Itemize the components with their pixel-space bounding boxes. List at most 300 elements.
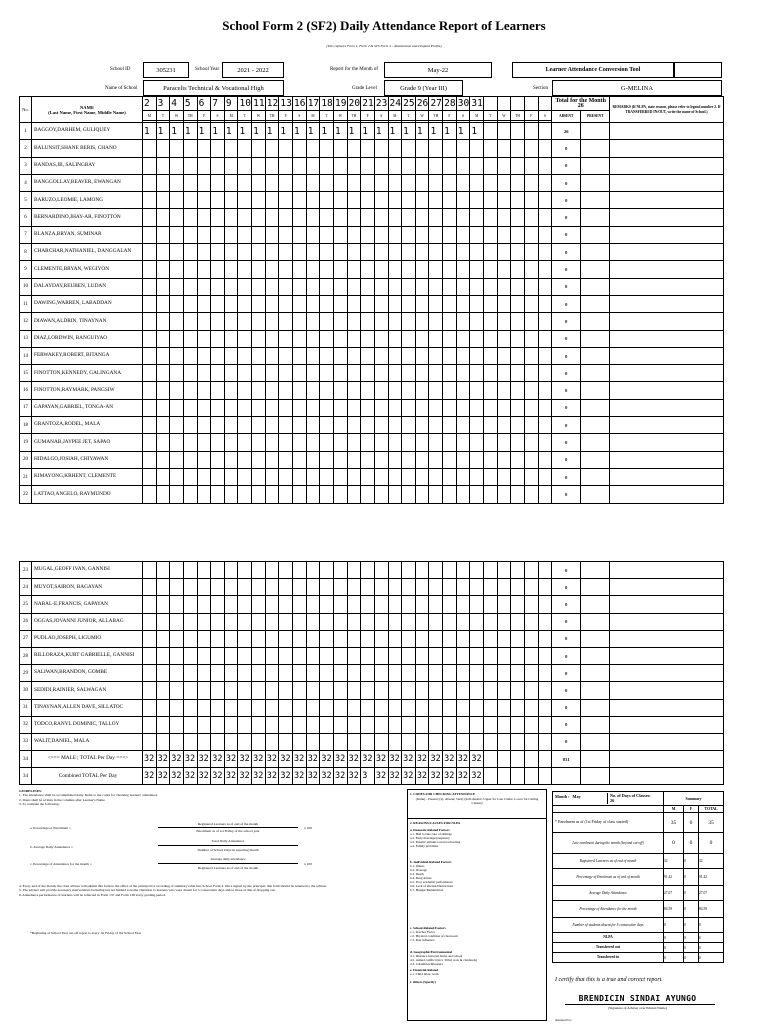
attendance-cell[interactable] [224,261,238,278]
attendance-cell[interactable] [347,468,361,485]
attendance-cell[interactable] [484,665,498,682]
attendance-cell[interactable] [293,596,307,613]
attendance-cell[interactable] [320,382,334,399]
attendance-cell[interactable] [211,579,225,596]
attendance-cell[interactable] [183,434,197,451]
attendance-cell[interactable] [320,630,334,647]
attendance-cell[interactable] [265,330,279,347]
attendance-cell[interactable] [197,295,211,312]
attendance-cell[interactable] [511,226,525,243]
attendance-cell[interactable] [429,399,443,416]
attendance-cell[interactable] [524,261,538,278]
attendance-cell[interactable] [361,630,375,647]
attendance-cell[interactable] [279,417,293,434]
attendance-cell[interactable] [443,261,457,278]
attendance-cell[interactable] [333,261,347,278]
attendance-cell[interactable] [388,434,402,451]
attendance-cell[interactable] [143,295,157,312]
attendance-cell[interactable] [524,123,538,140]
attendance-cell[interactable] [320,613,334,630]
attendance-cell[interactable] [211,716,225,733]
attendance-cell[interactable] [170,562,184,579]
attendance-cell[interactable] [293,579,307,596]
attendance-cell[interactable] [156,716,170,733]
attendance-cell[interactable] [429,330,443,347]
attendance-cell[interactable] [347,562,361,579]
remarks-cell[interactable] [610,665,724,682]
attendance-cell[interactable] [443,347,457,364]
attendance-cell[interactable] [306,347,320,364]
attendance-cell[interactable] [183,244,197,261]
attendance-cell[interactable] [524,647,538,664]
attendance-cell[interactable] [211,278,225,295]
attendance-mark[interactable]: 1 [279,123,293,140]
attendance-cell[interactable] [170,468,184,485]
attendance-cell[interactable] [279,699,293,716]
attendance-cell[interactable] [484,313,498,330]
attendance-cell[interactable] [156,486,170,503]
attendance-cell[interactable] [197,365,211,382]
attendance-cell[interactable] [484,330,498,347]
attendance-cell[interactable] [470,630,484,647]
attendance-cell[interactable] [211,295,225,312]
attendance-cell[interactable] [183,468,197,485]
attendance-cell[interactable] [211,733,225,750]
attendance-cell[interactable] [224,417,238,434]
attendance-cell[interactable] [511,486,525,503]
attendance-cell[interactable] [224,596,238,613]
attendance-cell[interactable] [497,716,511,733]
attendance-cell[interactable] [484,123,498,140]
attendance-cell[interactable] [333,434,347,451]
remarks-cell[interactable] [610,244,724,261]
attendance-cell[interactable] [470,647,484,664]
attendance-cell[interactable] [511,174,525,191]
attendance-cell[interactable] [197,630,211,647]
attendance-cell[interactable] [511,278,525,295]
attendance-cell[interactable] [484,630,498,647]
attendance-cell[interactable] [211,244,225,261]
attendance-cell[interactable] [224,630,238,647]
attendance-cell[interactable] [497,140,511,157]
attendance-cell[interactable] [320,278,334,295]
attendance-cell[interactable] [333,209,347,226]
attendance-cell[interactable] [224,382,238,399]
attendance-cell[interactable] [279,665,293,682]
attendance-cell[interactable] [143,174,157,191]
attendance-cell[interactable] [361,347,375,364]
attendance-cell[interactable] [538,665,552,682]
attendance-cell[interactable] [197,647,211,664]
attendance-cell[interactable] [333,682,347,699]
attendance-cell[interactable] [183,174,197,191]
attendance-cell[interactable] [197,562,211,579]
attendance-cell[interactable] [429,434,443,451]
attendance-cell[interactable] [279,716,293,733]
attendance-cell[interactable] [252,278,266,295]
attendance-cell[interactable] [361,330,375,347]
attendance-cell[interactable] [238,140,252,157]
attendance-cell[interactable] [306,140,320,157]
attendance-cell[interactable] [183,451,197,468]
attendance-cell[interactable] [143,330,157,347]
attendance-cell[interactable] [306,716,320,733]
attendance-cell[interactable] [511,613,525,630]
attendance-cell[interactable] [415,486,429,503]
attendance-cell[interactable] [252,261,266,278]
attendance-cell[interactable] [484,192,498,209]
attendance-cell[interactable] [333,244,347,261]
attendance-cell[interactable] [484,451,498,468]
attendance-cell[interactable] [497,261,511,278]
attendance-cell[interactable] [224,244,238,261]
attendance-cell[interactable] [265,365,279,382]
attendance-cell[interactable] [402,579,416,596]
attendance-cell[interactable] [170,174,184,191]
attendance-cell[interactable] [538,434,552,451]
attendance-cell[interactable] [415,596,429,613]
attendance-cell[interactable] [320,192,334,209]
attendance-cell[interactable] [197,579,211,596]
attendance-cell[interactable] [347,579,361,596]
attendance-cell[interactable] [293,226,307,243]
attendance-cell[interactable] [156,613,170,630]
attendance-cell[interactable] [224,278,238,295]
attendance-cell[interactable] [374,382,388,399]
attendance-cell[interactable] [470,157,484,174]
attendance-cell[interactable] [456,278,470,295]
attendance-cell[interactable] [361,682,375,699]
attendance-cell[interactable] [279,596,293,613]
attendance-cell[interactable] [197,382,211,399]
attendance-cell[interactable] [524,365,538,382]
attendance-cell[interactable] [211,468,225,485]
attendance-cell[interactable] [497,278,511,295]
attendance-cell[interactable] [511,261,525,278]
attendance-cell[interactable] [511,451,525,468]
attendance-cell[interactable] [497,313,511,330]
attendance-cell[interactable] [511,434,525,451]
attendance-mark[interactable]: 1 [293,123,307,140]
attendance-cell[interactable] [470,562,484,579]
attendance-cell[interactable] [402,209,416,226]
attendance-cell[interactable] [484,157,498,174]
attendance-cell[interactable] [429,579,443,596]
attendance-cell[interactable] [374,716,388,733]
attendance-cell[interactable] [197,699,211,716]
attendance-cell[interactable] [429,468,443,485]
attendance-cell[interactable] [429,140,443,157]
remarks-cell[interactable] [610,278,724,295]
attendance-cell[interactable] [293,451,307,468]
attendance-cell[interactable] [470,665,484,682]
attendance-cell[interactable] [183,399,197,416]
attendance-cell[interactable] [224,209,238,226]
attendance-cell[interactable] [224,716,238,733]
attendance-cell[interactable] [238,209,252,226]
attendance-cell[interactable] [374,244,388,261]
attendance-cell[interactable] [183,647,197,664]
attendance-cell[interactable] [170,157,184,174]
attendance-cell[interactable] [402,382,416,399]
attendance-mark[interactable]: 1 [374,123,388,140]
attendance-cell[interactable] [143,209,157,226]
attendance-cell[interactable] [211,261,225,278]
attendance-cell[interactable] [429,244,443,261]
attendance-cell[interactable] [156,647,170,664]
attendance-cell[interactable] [156,417,170,434]
attendance-cell[interactable] [538,630,552,647]
attendance-cell[interactable] [265,209,279,226]
attendance-cell[interactable] [497,157,511,174]
attendance-cell[interactable] [470,140,484,157]
attendance-cell[interactable] [524,486,538,503]
attendance-cell[interactable] [211,399,225,416]
attendance-cell[interactable] [197,278,211,295]
attendance-cell[interactable] [211,630,225,647]
attendance-cell[interactable] [443,399,457,416]
attendance-cell[interactable] [156,733,170,750]
attendance-cell[interactable] [443,382,457,399]
remarks-cell[interactable] [610,157,724,174]
attendance-cell[interactable] [265,278,279,295]
attendance-cell[interactable] [361,665,375,682]
attendance-cell[interactable] [143,140,157,157]
attendance-cell[interactable] [388,174,402,191]
attendance-cell[interactable] [361,295,375,312]
attendance-cell[interactable] [238,313,252,330]
attendance-cell[interactable] [252,562,266,579]
attendance-cell[interactable] [306,399,320,416]
attendance-cell[interactable] [524,451,538,468]
attendance-cell[interactable] [415,579,429,596]
attendance-cell[interactable] [538,596,552,613]
attendance-cell[interactable] [265,596,279,613]
attendance-cell[interactable] [183,192,197,209]
attendance-cell[interactable] [265,579,279,596]
attendance-cell[interactable] [183,613,197,630]
report-month-field[interactable]: May-22 [384,62,492,78]
attendance-cell[interactable] [361,244,375,261]
attendance-cell[interactable] [306,451,320,468]
attendance-cell[interactable] [320,665,334,682]
attendance-cell[interactable] [443,434,457,451]
attendance-cell[interactable] [320,486,334,503]
attendance-cell[interactable] [538,313,552,330]
attendance-cell[interactable] [265,417,279,434]
attendance-cell[interactable] [415,434,429,451]
attendance-cell[interactable] [183,716,197,733]
attendance-cell[interactable] [538,123,552,140]
attendance-cell[interactable] [252,733,266,750]
attendance-cell[interactable] [333,226,347,243]
attendance-cell[interactable] [252,192,266,209]
attendance-cell[interactable] [143,613,157,630]
attendance-cell[interactable] [347,613,361,630]
attendance-cell[interactable] [320,399,334,416]
attendance-cell[interactable] [361,647,375,664]
attendance-cell[interactable] [238,468,252,485]
attendance-cell[interactable] [484,682,498,699]
attendance-cell[interactable] [415,417,429,434]
attendance-cell[interactable] [170,382,184,399]
attendance-cell[interactable] [224,579,238,596]
attendance-cell[interactable] [224,365,238,382]
attendance-cell[interactable] [156,382,170,399]
attendance-cell[interactable] [374,562,388,579]
attendance-cell[interactable] [347,278,361,295]
attendance-cell[interactable] [388,226,402,243]
attendance-cell[interactable] [170,699,184,716]
grade-level-field[interactable]: Grade 9 (Year III) [384,80,463,96]
attendance-cell[interactable] [415,295,429,312]
attendance-cell[interactable] [415,261,429,278]
remarks-cell[interactable] [610,562,724,579]
attendance-cell[interactable] [224,468,238,485]
attendance-cell[interactable] [252,226,266,243]
attendance-cell[interactable] [183,330,197,347]
attendance-cell[interactable] [484,295,498,312]
attendance-cell[interactable] [511,468,525,485]
attendance-cell[interactable] [183,733,197,750]
attendance-cell[interactable] [183,486,197,503]
attendance-cell[interactable] [347,174,361,191]
attendance-cell[interactable] [238,562,252,579]
attendance-cell[interactable] [374,434,388,451]
attendance-cell[interactable] [252,365,266,382]
attendance-cell[interactable] [224,486,238,503]
attendance-cell[interactable] [265,399,279,416]
attendance-cell[interactable] [265,244,279,261]
attendance-cell[interactable] [456,630,470,647]
attendance-cell[interactable] [156,562,170,579]
attendance-cell[interactable] [224,347,238,364]
attendance-cell[interactable] [374,451,388,468]
attendance-cell[interactable] [456,716,470,733]
attendance-cell[interactable] [470,278,484,295]
attendance-cell[interactable] [333,295,347,312]
attendance-cell[interactable] [415,562,429,579]
attendance-cell[interactable] [170,209,184,226]
attendance-cell[interactable] [361,157,375,174]
remarks-cell[interactable] [610,399,724,416]
attendance-cell[interactable] [320,579,334,596]
attendance-cell[interactable] [497,434,511,451]
attendance-cell[interactable] [429,209,443,226]
school-year-field[interactable]: 2021 - 2022 [222,62,284,78]
attendance-cell[interactable] [320,596,334,613]
attendance-cell[interactable] [293,682,307,699]
attendance-cell[interactable] [429,382,443,399]
attendance-cell[interactable] [320,157,334,174]
attendance-cell[interactable] [524,192,538,209]
attendance-cell[interactable] [347,330,361,347]
attendance-cell[interactable] [293,295,307,312]
attendance-cell[interactable] [183,579,197,596]
attendance-cell[interactable] [388,157,402,174]
attendance-cell[interactable] [293,647,307,664]
attendance-cell[interactable] [293,192,307,209]
attendance-cell[interactable] [415,313,429,330]
attendance-cell[interactable] [429,733,443,750]
attendance-cell[interactable] [156,665,170,682]
attendance-cell[interactable] [388,562,402,579]
attendance-cell[interactable] [524,399,538,416]
attendance-cell[interactable] [143,682,157,699]
attendance-cell[interactable] [443,468,457,485]
attendance-cell[interactable] [170,596,184,613]
attendance-cell[interactable] [402,647,416,664]
attendance-cell[interactable] [211,613,225,630]
attendance-cell[interactable] [415,468,429,485]
attendance-cell[interactable] [279,226,293,243]
attendance-cell[interactable] [538,486,552,503]
attendance-cell[interactable] [374,157,388,174]
attendance-cell[interactable] [538,417,552,434]
attendance-cell[interactable] [143,486,157,503]
attendance-cell[interactable] [374,486,388,503]
attendance-cell[interactable] [197,140,211,157]
attendance-cell[interactable] [183,417,197,434]
attendance-cell[interactable] [156,140,170,157]
attendance-cell[interactable] [470,261,484,278]
attendance-cell[interactable] [470,295,484,312]
attendance-cell[interactable] [470,382,484,399]
attendance-cell[interactable] [538,347,552,364]
attendance-cell[interactable] [143,562,157,579]
attendance-cell[interactable] [252,468,266,485]
attendance-mark[interactable]: 1 [347,123,361,140]
attendance-cell[interactable] [333,192,347,209]
attendance-cell[interactable] [443,665,457,682]
attendance-cell[interactable] [361,434,375,451]
attendance-cell[interactable] [456,209,470,226]
attendance-cell[interactable] [402,562,416,579]
attendance-cell[interactable] [170,486,184,503]
attendance-cell[interactable] [456,174,470,191]
attendance-cell[interactable] [524,209,538,226]
attendance-cell[interactable] [143,630,157,647]
attendance-cell[interactable] [279,399,293,416]
attendance-cell[interactable] [238,486,252,503]
attendance-cell[interactable] [429,613,443,630]
attendance-cell[interactable] [470,733,484,750]
attendance-cell[interactable] [320,716,334,733]
attendance-cell[interactable] [511,157,525,174]
attendance-cell[interactable] [374,140,388,157]
attendance-cell[interactable] [388,613,402,630]
attendance-cell[interactable] [293,382,307,399]
attendance-cell[interactable] [456,647,470,664]
attendance-cell[interactable] [415,209,429,226]
attendance-cell[interactable] [511,295,525,312]
attendance-mark[interactable]: 1 [429,123,443,140]
attendance-cell[interactable] [402,261,416,278]
attendance-cell[interactable] [197,313,211,330]
attendance-cell[interactable] [429,295,443,312]
attendance-cell[interactable] [224,699,238,716]
attendance-cell[interactable] [415,630,429,647]
attendance-cell[interactable] [347,417,361,434]
attendance-cell[interactable] [443,733,457,750]
attendance-cell[interactable] [470,174,484,191]
attendance-cell[interactable] [538,613,552,630]
attendance-cell[interactable] [524,313,538,330]
attendance-cell[interactable] [170,716,184,733]
attendance-cell[interactable] [238,451,252,468]
attendance-cell[interactable] [484,562,498,579]
attendance-cell[interactable] [456,699,470,716]
